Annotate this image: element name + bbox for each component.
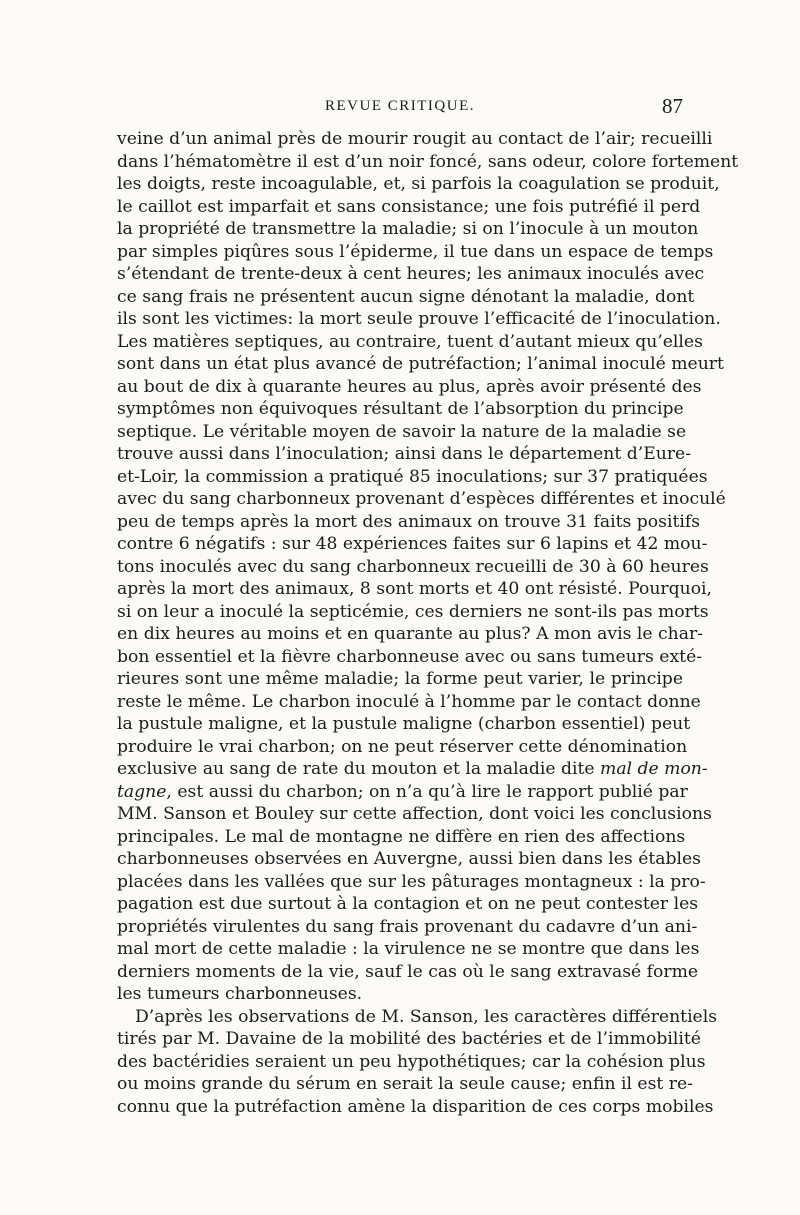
text-line-with-italic [117, 758, 708, 781]
text-line: bon essentiel et la fièvre charbonneuse avec ou sans tumeurs exté- [117, 646, 703, 667]
text-line: en dix heures au moins et en quarante au plus? A mon avis le char- [117, 624, 703, 644]
text-line: reste le même. Le charbon inoculé à l’homme par le contact donne [117, 691, 701, 712]
text-line: et-Loir, la commission a pratiqué 85 inoculations; sur 37 pratiquées [117, 466, 708, 487]
page-header [117, 96, 683, 122]
body-text [117, 128, 739, 1118]
text-line: tirés par M. Davaine de la mobilité des bactéries et de l’immobilité [117, 1029, 701, 1049]
text-line: des bactéridies seraient un peu hypothétiques; car la cohésion plus [117, 1051, 706, 1072]
text-line: s’étendant de trente-deux à cent heures; les animaux inoculés avec [117, 264, 705, 284]
text-line: septique. Le véritable moyen de savoir la nature de la maladie se [117, 421, 687, 442]
text-line: placées dans les vallées que sur les pâturages montagneux : la pro- [117, 871, 706, 892]
text-line: dans l’hématomètre il est d’un noir foncé, sans odeur, colore fortement [117, 151, 739, 172]
paragraph-first-line: D’après les observations de M. Sanson, les caractères différentiels [135, 1006, 718, 1027]
text-line: au bout de dix à quarante heures au plus, après avoir présenté des [117, 376, 702, 397]
text-line: ce sang frais ne présentent aucun signe dénotant la maladie, dont [117, 286, 695, 307]
text-line: après la mort des animaux, 8 sont morts et 40 ont résisté. Pourquoi, [117, 579, 712, 599]
text-line: contre 6 négatifs : sur 48 expériences faites sur 6 lapins et 42 mou- [117, 534, 708, 554]
text-line: si on leur a inoculé la septicémie, ces derniers ne sont-ils pas morts [117, 601, 709, 622]
italic-term: tagne [117, 781, 167, 802]
text-line: MM. Sanson et Bouley sur cette affection, dont voici les conclusions [117, 804, 712, 824]
text-line: connu que la putréfaction amène la disparition de ces corps mobiles [117, 1096, 714, 1117]
text-line: par simples piqûres sous l’épiderme, il tue dans un espace de temps [117, 241, 714, 262]
text-line: sont dans un état plus avancé de putréfaction; l’animal inoculé meurt [117, 354, 724, 374]
text-line: veine d’un animal près de mourir rougit au contact de l’air; recueilli [117, 129, 713, 149]
text-line: la pustule maligne, et la pustule maligne (charbon essentiel) peut [117, 714, 691, 734]
text-line: pagation est due surtout à la contagion et on ne peut contester les [117, 894, 699, 914]
text-line: ils sont les victimes: la mort seule prouve l’efficacité de l’inoculation. [117, 309, 721, 329]
text-line: produire le vrai charbon; on ne peut réserver cette dénomination [117, 736, 688, 757]
italic-term: mal de mon- [600, 759, 708, 779]
page-number: 87 [662, 94, 683, 118]
paragraph-last-line: les tumeurs charbonneuses. [117, 984, 363, 1004]
text-line: derniers moments de la vie, sauf le cas où le sang extravasé forme [117, 961, 699, 982]
text-line-with-italic [117, 781, 688, 804]
text-line: symptômes non équivoques résultant de l’absorption du principe [117, 399, 684, 419]
text-segment: , est aussi du charbon; on n’a qu’à lire le rapport publié par [166, 781, 688, 802]
text-line: propriétés virulentes du sang frais provenant du cadavre d’un ani- [117, 916, 698, 937]
running-title: REVUE CRITIQUE. [325, 98, 475, 114]
text-line: principales. Le mal de montagne ne diffère en rien des affections [117, 826, 686, 847]
text-line: le caillot est imparfait et sans consistance; une fois putréfié il perd [117, 196, 701, 217]
text-line: tons inoculés avec du sang charbonneux recueilli de 30 à 60 heures [117, 556, 709, 577]
text-line: peu de temps après la mort des animaux on trouve 31 faits positifs [117, 511, 701, 532]
text-line: les doigts, reste incoagulable, et, si parfois la coagulation se produit, [117, 174, 720, 194]
text-line: rieures sont une même maladie; la forme peut varier, le principe [117, 669, 683, 689]
text-line: ou moins grande du sérum en serait la seule cause; enfin il est re- [117, 1074, 693, 1094]
text-segment: exclusive au sang de rate du mouton et la maladie dite [117, 759, 595, 779]
text-line: mal mort de cette maladie : la virulence ne se montre que dans les [117, 939, 700, 959]
text-line: la propriété de transmettre la maladie; si on l’inocule à un mouton [117, 219, 699, 239]
text-line: trouve aussi dans l’inoculation; ainsi dans le département d’Eure- [117, 444, 692, 464]
text-line: avec du sang charbonneux provenant d’espèces différentes et inoculé [117, 489, 726, 509]
text-line: Les matières septiques, au contraire, tuent d’autant mieux qu’elles [117, 331, 703, 352]
text-line: charbonneuses observées en Auvergne, aussi bien dans les étables [117, 849, 702, 869]
